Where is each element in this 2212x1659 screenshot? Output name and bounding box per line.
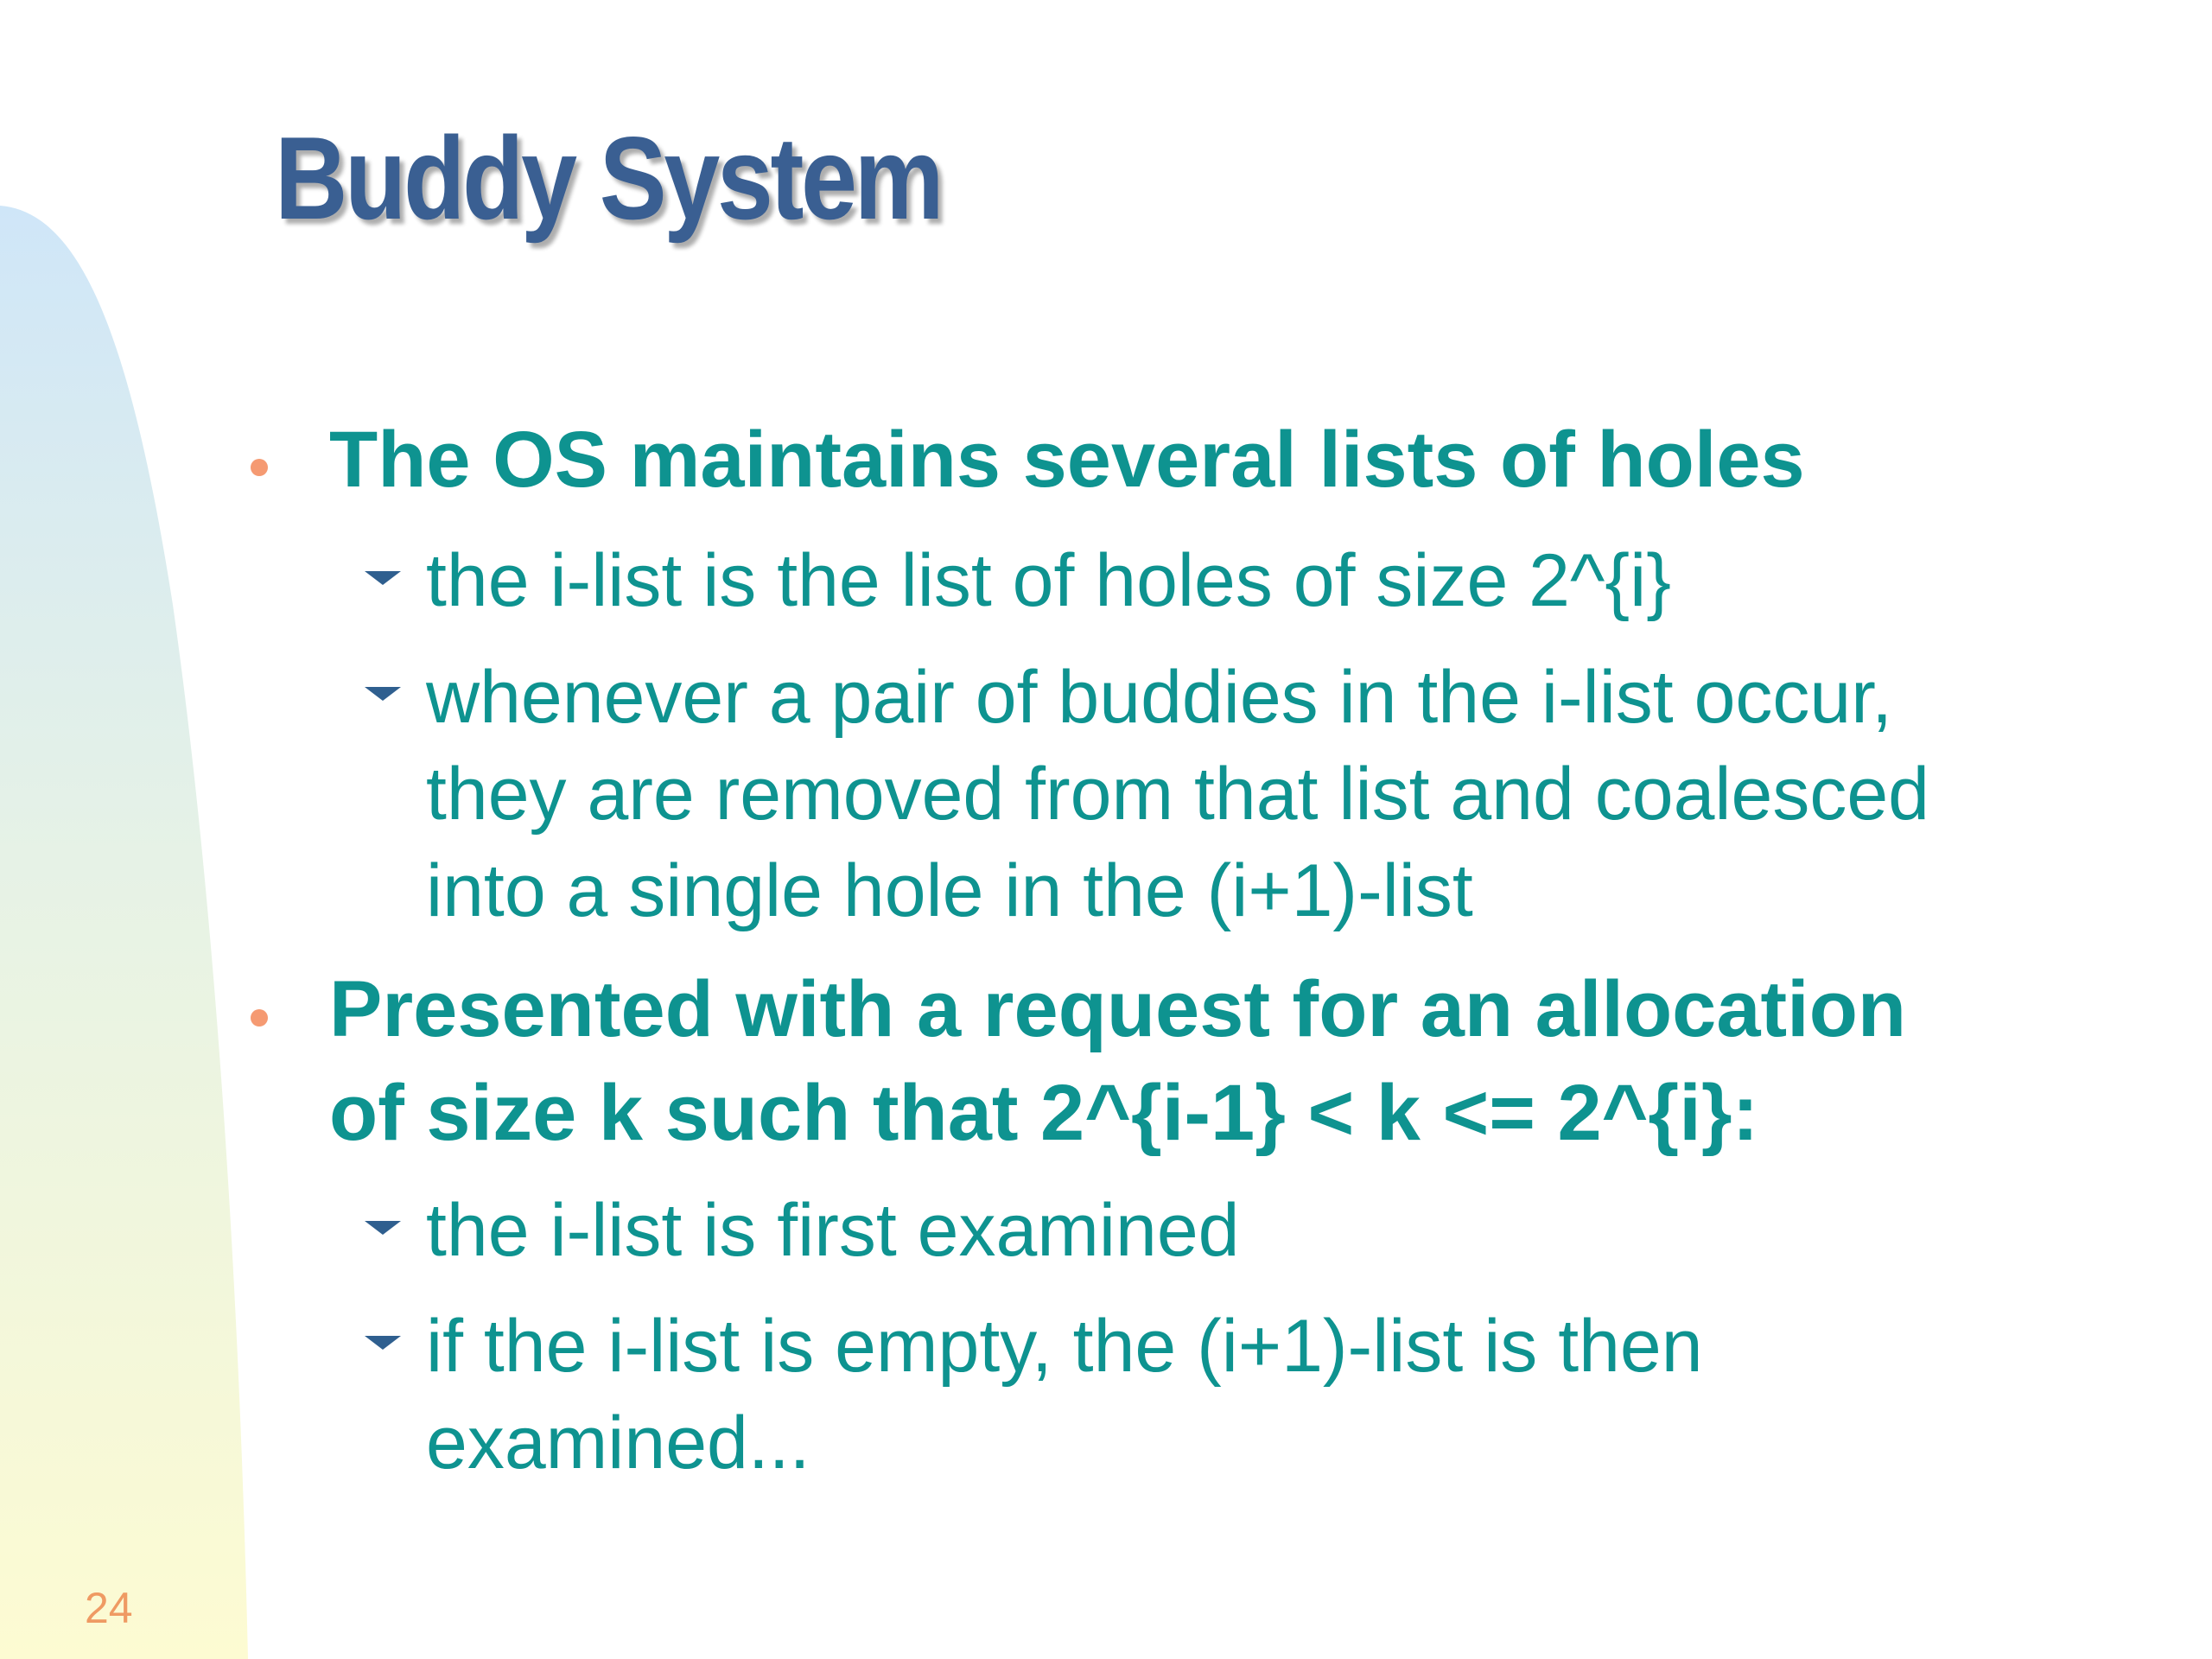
bullet-dot-icon bbox=[251, 459, 268, 476]
sub-bullet-1-1-text bbox=[426, 532, 1671, 629]
triangle-down-icon bbox=[365, 1336, 401, 1350]
sub-bullet-2-2-line-2: examined... bbox=[426, 1402, 810, 1484]
bullet-2-text bbox=[329, 957, 1906, 1165]
bullet-1-text bbox=[329, 408, 1805, 512]
bullet-1-line-1: The OS maintains several lists of holes bbox=[329, 416, 1805, 504]
sub-bullet-1-2-line-2: they are removed from that list and coalesced bbox=[426, 753, 1929, 836]
sub-bullet-1-1-line-1: the i-list is the list of holes of size 2^{i} bbox=[426, 539, 1671, 622]
bullet-2-line-1: Presented with a request for an allocation bbox=[329, 965, 1907, 1053]
slide-title: Buddy System bbox=[275, 112, 942, 244]
sub-bullet-2-2-line-1: if the i-list is empty, the (i+1)-list is then bbox=[426, 1305, 1703, 1388]
sub-bullet-1-2-text bbox=[426, 649, 1929, 939]
sub-bullet-1-2-line-1: whenever a pair of buddies in the i-list occur, bbox=[426, 656, 1893, 739]
sub-bullet-2-2-text bbox=[426, 1298, 1703, 1491]
triangle-down-icon bbox=[365, 571, 401, 585]
bullet-2-line-2: of size k such that 2^{i-1} < k <= 2^{i}: bbox=[329, 1069, 1759, 1157]
sub-bullet-2-1-text bbox=[426, 1182, 1240, 1279]
sub-bullet-1-2-line-3: into a single hole in the (i+1)-list bbox=[426, 849, 1473, 932]
triangle-down-icon bbox=[365, 687, 401, 701]
bullet-dot-icon bbox=[251, 1009, 268, 1027]
sub-bullet-2-1-line-1: the i-list is first examined bbox=[426, 1189, 1240, 1272]
page-number: 24 bbox=[85, 1584, 133, 1632]
triangle-down-icon bbox=[365, 1221, 401, 1235]
